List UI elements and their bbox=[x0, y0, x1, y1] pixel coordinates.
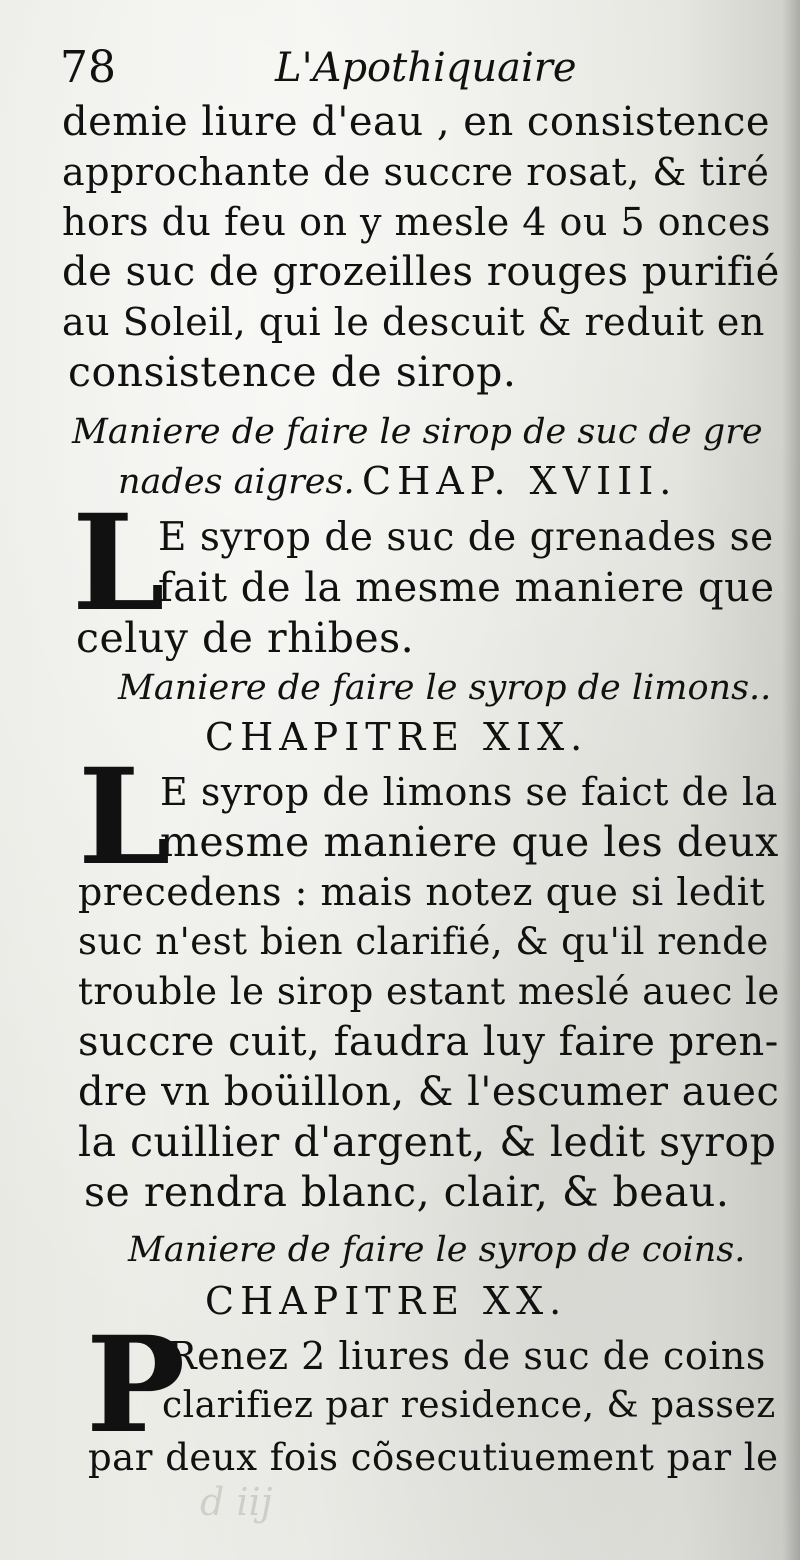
text-line: de suc de grozeilles rouges purifié bbox=[62, 249, 780, 295]
text-line: E syrop de limons se faict de la bbox=[160, 770, 778, 814]
text-line: trouble le sirop estant meslé auec le bbox=[78, 970, 780, 1013]
text-line: mesme maniere que les deux bbox=[160, 818, 779, 866]
text-line: consistence de sirop. bbox=[68, 348, 517, 396]
text-line: precedens : mais notez que si ledit bbox=[78, 870, 766, 914]
page-edge-shadow bbox=[782, 0, 800, 1560]
text-line: dre vn boüillon, & l'escumer auec bbox=[78, 1069, 780, 1115]
chapter-heading: CHAPITRE XX. bbox=[205, 1279, 568, 1323]
section-title: Maniere de faire le sirop de suc de gre bbox=[72, 412, 763, 452]
drop-capital: L bbox=[72, 486, 165, 641]
section-title: Maniere de faire le syrop de limons.. bbox=[118, 668, 772, 708]
text-line: succre cuit, faudra luy faire pren- bbox=[78, 1019, 779, 1065]
text-line: se rendra blanc, clair, & beau. bbox=[84, 1168, 730, 1216]
text-line: fait de la mesme maniere que bbox=[158, 565, 775, 611]
drop-capital: P bbox=[86, 1308, 186, 1463]
chapter-heading: CHAPITRE XIX. bbox=[205, 715, 589, 759]
text-line: approchante de succre rosat, & tiré bbox=[62, 150, 770, 194]
text-line: la cuillier d'argent, & ledit syrop bbox=[78, 1118, 777, 1166]
section-title: nades aigres. bbox=[118, 462, 355, 502]
running-title: L'Apothiquaire bbox=[275, 45, 577, 91]
text-line: hors du feu on y mesle 4 ou 5 onces bbox=[62, 200, 771, 244]
text-line: clarifiez par residence, & passez bbox=[162, 1385, 776, 1426]
text-line: au Soleil, qui le descuit & reduit en bbox=[62, 300, 765, 344]
page-header bbox=[60, 40, 760, 96]
text-line: demie liure d'eau , en consistence bbox=[62, 99, 771, 145]
signature-mark: d iij bbox=[200, 1480, 273, 1524]
text-line: par deux fois cõsecutiuement par le bbox=[88, 1436, 779, 1479]
chapter-heading: CHAP. XVIII. bbox=[362, 459, 678, 503]
text-line: Renez 2 liures de suc de coins bbox=[168, 1334, 766, 1378]
text-line: E syrop de suc de grenades se bbox=[158, 515, 774, 560]
text-line: celuy de rhibes. bbox=[76, 614, 415, 662]
page-number: 78 bbox=[60, 42, 116, 93]
drop-capital: L bbox=[78, 740, 171, 895]
section-title: Maniere de faire le syrop de coins. bbox=[128, 1230, 746, 1270]
text-line: suc n'est bien clarifié, & qu'il rende bbox=[78, 920, 769, 963]
